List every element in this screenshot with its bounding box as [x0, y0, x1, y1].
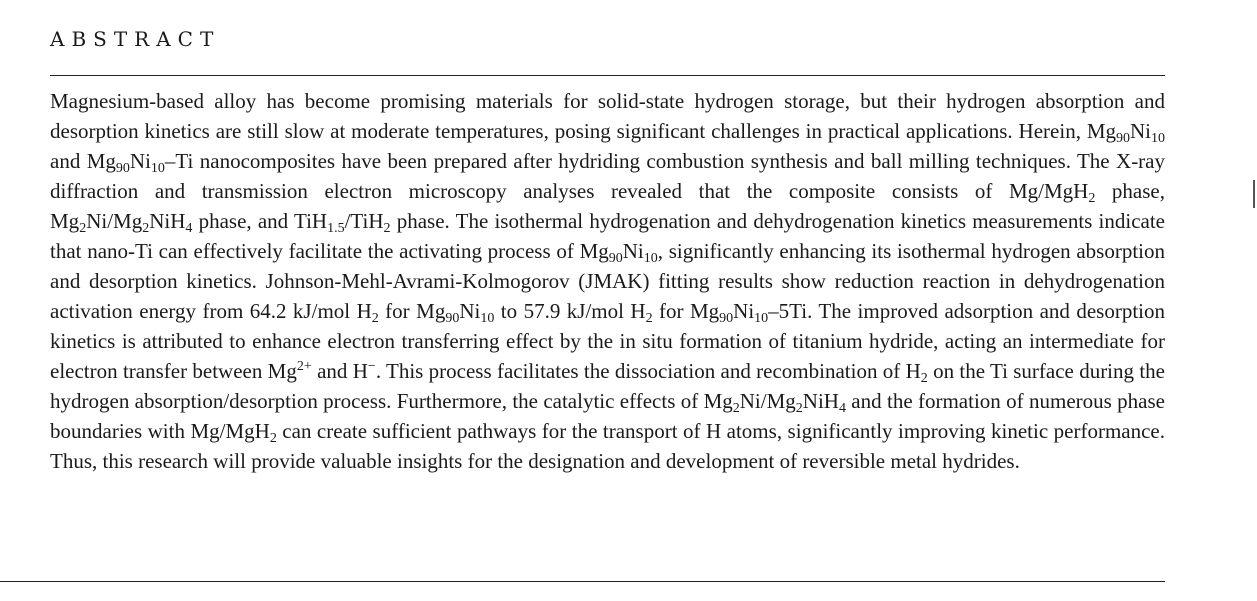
page-edge-mark	[1253, 180, 1255, 208]
bottom-divider	[0, 581, 1165, 582]
abstract-heading: ABSTRACT	[50, 27, 221, 51]
abstract-body: Magnesium-based alloy has become promising materials for solid-state hydrogen storage, but their hydrogen absorption and desorption kinetics are still slow at moderate temperatures, posing significant challenges in practical applications. Herein, $Mg_{90}Ni_{10}$ and $Mg_{90}Ni_{10}-Ti$ nanocomposites have been prepared after hydriding combustion synthesis and ball milling techniques. The X-ray diffraction and transmission electron microscopy analyses revealed that the composite consists of Mg/MgH$_2$ phase, $Mg_2Ni/Mg_2NiH_4$ phase, and TiH$_{1.5}$/TiH$_2$ phase. The isothermal hydrogenation and dehydrogenation kinetics measurements indicate that nano-Ti can effectively facilitate the activating process of $Mg_{90}Ni_{10}$, significantly enhancing its isothermal hydrogen absorption and desorption kinetics. Johnson-Mehl-Avrami-Kolmogorov (JMAK) fitting results show reduction reaction in dehydrogenation activation energy from 64.2 kJ/mol $H_2$ for $Mg_{90}Ni_{10}$ to 57.9 kJ/mol $H_2$ for $Mg_{90}Ni_{10}-5Ti$. The improved adsorption and desorption kinetics is attributed to enhance electron transferring effect by the in situ formation of titanium hydride, acting an intermediate for electron transfer between $Mg^{2+}$ and H−. This process facilitates the dissociation and recombination of $H_2$ on the Ti surface during the hydrogen absorption/desorption process. Furthermore, the catalytic effects of $Mg_2Ni/Mg_2NiH_4$ and the formation of numerous phase boundaries with Mg/MgH$_2$ can create sufficient pathways for the transport of H atoms, significantly improving kinetic performance. Thus, this research will provide valuable insights for the designation and development of reversible metal hydrides.	[50, 89, 1166, 473]
top-divider	[50, 75, 1165, 76]
